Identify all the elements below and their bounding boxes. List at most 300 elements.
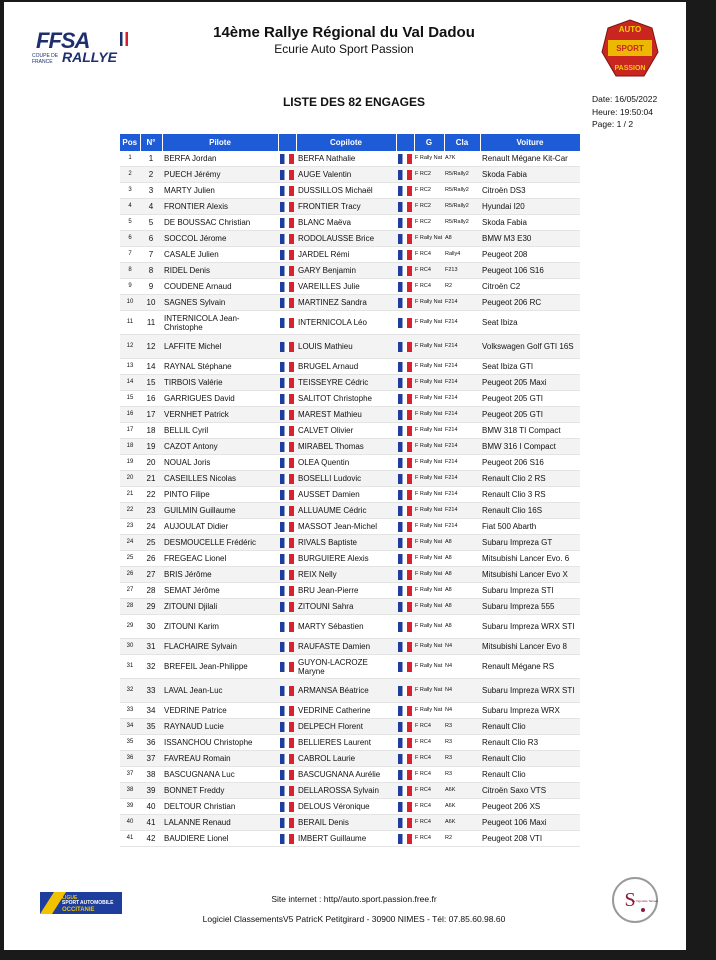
copilote-flag-icon — [396, 151, 414, 167]
pilote-flag-icon — [278, 199, 296, 215]
pilote-name: FRONTIER Alexis — [162, 199, 278, 215]
pilote-name: SEMAT Jérôme — [162, 583, 278, 599]
table-row — [120, 167, 580, 183]
entry-group: F Rally Nat — [414, 439, 444, 455]
copilote-flag-icon — [396, 423, 414, 439]
entry-group: F Rally Nat — [414, 471, 444, 487]
table-row — [120, 183, 580, 199]
pilote-flag-icon — [278, 439, 296, 455]
france-flag-icon — [398, 662, 412, 672]
entry-number: 23 — [140, 503, 162, 519]
pilote-flag-icon — [278, 455, 296, 471]
copilote-flag-icon — [396, 199, 414, 215]
france-flag-icon — [280, 686, 294, 696]
entry-class: A8 — [444, 231, 480, 247]
entry-position: 24 — [120, 535, 140, 551]
entry-class: A7K — [444, 151, 480, 167]
entry-group: F Rally Nat — [414, 423, 444, 439]
france-flag-icon — [398, 802, 412, 812]
copilote-name: DUSSILLOS Michaël — [296, 183, 396, 199]
france-flag-icon — [280, 410, 294, 420]
col-header-class: Cla — [444, 134, 480, 151]
entry-position: 8 — [120, 263, 140, 279]
voiture-name: Seat Ibiza GTI — [480, 359, 580, 375]
entry-group: F RC2 — [414, 199, 444, 215]
table-row — [120, 815, 580, 831]
voiture-name: Renault Clio 16S — [480, 503, 580, 519]
table-row — [120, 311, 580, 335]
voiture-name: Mitsubishi Lancer Evo 8 — [480, 639, 580, 655]
copilote-name: ARMANSA Béatrice — [296, 679, 396, 703]
france-flag-icon — [398, 186, 412, 196]
copilote-name: FRONTIER Tracy — [296, 199, 396, 215]
ffsa-logo-subtext: COUPE DE FRANCE — [32, 53, 59, 65]
voiture-name: BMW 318 TI Compact — [480, 423, 580, 439]
entry-class: R2 — [444, 831, 480, 847]
copilote-name: MAREST Mathieu — [296, 407, 396, 423]
france-flag-icon — [280, 490, 294, 500]
copilote-name: AUGE Valentin — [296, 167, 396, 183]
france-flag-icon — [280, 622, 294, 632]
entry-group: F Rally Nat — [414, 551, 444, 567]
pilote-flag-icon — [278, 567, 296, 583]
entry-group: F Rally Nat — [414, 583, 444, 599]
copilote-flag-icon — [396, 831, 414, 847]
entry-position: 13 — [120, 359, 140, 375]
voiture-name: Renault Clio — [480, 751, 580, 767]
pilote-name: MARTY Julien — [162, 183, 278, 199]
voiture-name: Fiat 500 Abarth — [480, 519, 580, 535]
voiture-name: Subaru Impreza GT — [480, 535, 580, 551]
entry-number: 31 — [140, 639, 162, 655]
copilote-flag-icon — [396, 551, 414, 567]
pilote-name: CASEILLES Nicolas — [162, 471, 278, 487]
entry-number: 32 — [140, 655, 162, 679]
copilote-name: BASCUGNANA Aurélie — [296, 767, 396, 783]
france-flag-icon — [398, 738, 412, 748]
voiture-name: Peugeot 205 GTI — [480, 391, 580, 407]
table-row — [120, 423, 580, 439]
logo-text-auto: AUTO — [618, 25, 642, 34]
table-row — [120, 455, 580, 471]
france-flag-icon — [398, 202, 412, 212]
entry-group: F Rally Nat — [414, 639, 444, 655]
entry-position: 17 — [120, 423, 140, 439]
france-flag-icon — [280, 786, 294, 796]
footer-software: Logiciel ClassementsV5 PatricK Petitgirard - 30900 NIMES - Tél: 07.85.60.98.60 — [202, 914, 506, 924]
copilote-flag-icon — [396, 167, 414, 183]
entry-number: 6 — [140, 231, 162, 247]
voiture-name: Renault Clio — [480, 767, 580, 783]
col-header-copilote-flag — [396, 134, 414, 151]
france-flag-icon — [398, 706, 412, 716]
entry-class: R3 — [444, 767, 480, 783]
france-flag-icon — [280, 154, 294, 164]
copilote-flag-icon — [396, 751, 414, 767]
voiture-name: Peugeot 206 S16 — [480, 455, 580, 471]
copilote-name: TEISSEYRE Cédric — [296, 375, 396, 391]
voiture-name: BMW 316 I Compact — [480, 439, 580, 455]
entry-group: F Rally Nat — [414, 295, 444, 311]
pilote-flag-icon — [278, 295, 296, 311]
entry-number: 7 — [140, 247, 162, 263]
france-flag-icon — [280, 266, 294, 276]
entry-class: R5/Rally2 — [444, 183, 480, 199]
pilote-name: FAVREAU Romain — [162, 751, 278, 767]
pilote-flag-icon — [278, 815, 296, 831]
france-flag-icon — [280, 770, 294, 780]
copilote-flag-icon — [396, 247, 414, 263]
pilote-name: LAFFITE Michel — [162, 335, 278, 359]
france-flag-icon — [280, 282, 294, 292]
copilote-flag-icon — [396, 503, 414, 519]
table-row — [120, 567, 580, 583]
voiture-name: Renault Mégane Kit-Car — [480, 151, 580, 167]
france-flag-icon — [398, 786, 412, 796]
entry-group: F Rally Nat — [414, 391, 444, 407]
france-flag-icon — [280, 426, 294, 436]
voiture-name: BMW M3 E30 — [480, 231, 580, 247]
copilote-flag-icon — [396, 615, 414, 639]
pilote-flag-icon — [278, 583, 296, 599]
france-flag-icon — [398, 298, 412, 308]
table-row — [120, 799, 580, 815]
copilote-name: BERAIL Denis — [296, 815, 396, 831]
voiture-name: Subaru Impreza WRX — [480, 703, 580, 719]
pilote-name: RAYNAUD Lucie — [162, 719, 278, 735]
entry-number: 24 — [140, 519, 162, 535]
copilote-name: GARY Benjamin — [296, 263, 396, 279]
pilote-name: CAZOT Antony — [162, 439, 278, 455]
pilote-flag-icon — [278, 519, 296, 535]
entry-position: 21 — [120, 487, 140, 503]
france-flag-icon — [280, 522, 294, 532]
france-flag-icon — [398, 722, 412, 732]
entry-position: 16 — [120, 407, 140, 423]
entry-number: 40 — [140, 799, 162, 815]
table-row — [120, 247, 580, 263]
entry-position: 23 — [120, 519, 140, 535]
pilote-flag-icon — [278, 639, 296, 655]
entry-position: 36 — [120, 751, 140, 767]
pilote-flag-icon — [278, 423, 296, 439]
entry-number: 39 — [140, 783, 162, 799]
col-header-pilote-flag — [278, 134, 296, 151]
copilote-flag-icon — [396, 279, 414, 295]
copilote-name: VEDRINE Catherine — [296, 703, 396, 719]
voiture-name: Citroën C2 — [480, 279, 580, 295]
entry-number: 11 — [140, 311, 162, 335]
entry-group: F Rally Nat — [414, 311, 444, 335]
copilote-flag-icon — [396, 375, 414, 391]
auto-sport-passion-logo — [600, 18, 660, 80]
copilote-name: REIX Nelly — [296, 567, 396, 583]
france-flag-icon — [280, 834, 294, 844]
entry-number: 27 — [140, 567, 162, 583]
document-subtitle: Ecurie Auto Sport Passion — [274, 42, 414, 56]
entry-group: F RC4 — [414, 783, 444, 799]
pilote-name: FREGEAC Lionel — [162, 551, 278, 567]
pilote-flag-icon — [278, 359, 296, 375]
copilote-name: IMBERT Guillaume — [296, 831, 396, 847]
copilote-flag-icon — [396, 311, 414, 335]
entry-position: 22 — [120, 503, 140, 519]
france-flag-icon — [280, 706, 294, 716]
pilote-flag-icon — [278, 263, 296, 279]
table-header-row — [120, 134, 580, 151]
entry-class: N4 — [444, 703, 480, 719]
entry-position: 31 — [120, 655, 140, 679]
entry-number: 37 — [140, 751, 162, 767]
copilote-flag-icon — [396, 767, 414, 783]
ffsa-logo-text: FFSA — [36, 28, 90, 53]
france-flag-icon — [280, 394, 294, 404]
voiture-name: Peugeot 106 Maxi — [480, 815, 580, 831]
france-flag-icon — [398, 642, 412, 652]
entry-position: 35 — [120, 735, 140, 751]
france-flag-icon — [398, 522, 412, 532]
france-flag-icon — [280, 298, 294, 308]
copilote-name: BELLIERES Laurent — [296, 735, 396, 751]
pilote-flag-icon — [278, 719, 296, 735]
table-row — [120, 679, 580, 703]
copilote-name: CALVET Olivier — [296, 423, 396, 439]
france-flag-icon — [280, 738, 294, 748]
col-header-pilote: Pilote — [162, 134, 278, 151]
pilote-flag-icon — [278, 391, 296, 407]
voiture-name: Peugeot 106 S16 — [480, 263, 580, 279]
seal-letter: S — [624, 889, 636, 911]
entry-number: 25 — [140, 535, 162, 551]
entry-number: 12 — [140, 335, 162, 359]
entry-class: F214 — [444, 439, 480, 455]
france-flag-icon — [398, 218, 412, 228]
entry-class: N4 — [444, 639, 480, 655]
copilote-flag-icon — [396, 815, 414, 831]
pilote-name: BERFA Jordan — [162, 151, 278, 167]
copilote-flag-icon — [396, 471, 414, 487]
entry-position: 34 — [120, 719, 140, 735]
france-flag-icon — [398, 770, 412, 780]
entry-position: 26 — [120, 567, 140, 583]
pilote-name: GUILMIN Guillaume — [162, 503, 278, 519]
table-row — [120, 783, 580, 799]
col-header-number: N° — [140, 134, 162, 151]
pilote-name: FLACHAIRE Sylvain — [162, 639, 278, 655]
entry-number: 22 — [140, 487, 162, 503]
table-row — [120, 615, 580, 639]
copilote-flag-icon — [396, 215, 414, 231]
france-flag-icon — [398, 458, 412, 468]
france-flag-icon — [398, 818, 412, 828]
list-title: LISTE DES 82 ENGAGES — [282, 95, 426, 109]
entry-group: F Rally Nat — [414, 615, 444, 639]
entry-number: 26 — [140, 551, 162, 567]
entry-position: 12 — [120, 335, 140, 359]
france-flag-icon — [280, 506, 294, 516]
copilote-flag-icon — [396, 535, 414, 551]
copilote-name: BLANC Maëva — [296, 215, 396, 231]
copilote-name: LOUIS Mathieu — [296, 335, 396, 359]
voiture-name: Subaru Impreza WRX STI — [480, 679, 580, 703]
france-flag-icon — [280, 642, 294, 652]
entry-number: 1 — [140, 151, 162, 167]
entry-position: 18 — [120, 439, 140, 455]
copilote-flag-icon — [396, 735, 414, 751]
copilote-flag-icon — [396, 583, 414, 599]
vignoble-tarnais-seal — [610, 876, 660, 924]
france-flag-icon — [398, 474, 412, 484]
entry-class: R5/Rally2 — [444, 167, 480, 183]
pilote-name: NOUAL Joris — [162, 455, 278, 471]
france-flag-icon — [280, 362, 294, 372]
france-flag-icon — [280, 234, 294, 244]
entry-position: 40 — [120, 815, 140, 831]
voiture-name: Volkswagen Golf GTI 16S — [480, 335, 580, 359]
entry-position: 30 — [120, 639, 140, 655]
table-row — [120, 487, 580, 503]
pilote-flag-icon — [278, 471, 296, 487]
entry-position: 20 — [120, 471, 140, 487]
entry-group: F RC4 — [414, 247, 444, 263]
table-body — [120, 151, 580, 847]
copilote-flag-icon — [396, 639, 414, 655]
voiture-name: Seat Ibiza — [480, 311, 580, 335]
pilote-name: RAYNAL Stéphane — [162, 359, 278, 375]
ffsa-flag-icon — [120, 32, 128, 46]
copilote-name: MASSOT Jean-Michel — [296, 519, 396, 535]
copilote-name: BOSELLI Ludovic — [296, 471, 396, 487]
entry-position: 11 — [120, 311, 140, 335]
ffsa-logo — [32, 28, 132, 70]
seal-text: du Vignoble Tarnais — [631, 899, 659, 903]
pilote-flag-icon — [278, 247, 296, 263]
pilote-flag-icon — [278, 215, 296, 231]
copilote-name: OLEA Quentin — [296, 455, 396, 471]
copilote-flag-icon — [396, 599, 414, 615]
entry-number: 2 — [140, 167, 162, 183]
voiture-name: Skoda Fabia — [480, 167, 580, 183]
entry-number: 38 — [140, 767, 162, 783]
france-flag-icon — [280, 662, 294, 672]
entry-group: F Rally Nat — [414, 503, 444, 519]
entry-group: F RC2 — [414, 183, 444, 199]
copilote-flag-icon — [396, 519, 414, 535]
entry-class: F214 — [444, 335, 480, 359]
table-row — [120, 471, 580, 487]
entry-class: F214 — [444, 295, 480, 311]
table-row — [120, 655, 580, 679]
france-flag-icon — [280, 442, 294, 452]
entry-class: F214 — [444, 407, 480, 423]
france-flag-icon — [398, 570, 412, 580]
voiture-name: Renault Clio 2 RS — [480, 471, 580, 487]
france-flag-icon — [398, 622, 412, 632]
logo-text-sport: SPORT — [616, 44, 644, 53]
entry-number: 35 — [140, 719, 162, 735]
table-row — [120, 199, 580, 215]
table-row — [120, 831, 580, 847]
france-flag-icon — [280, 586, 294, 596]
ffsa-logo-rallye: RALLYE — [62, 49, 117, 65]
entry-group: F RC4 — [414, 719, 444, 735]
france-flag-icon — [398, 362, 412, 372]
pilote-flag-icon — [278, 679, 296, 703]
entry-number: 34 — [140, 703, 162, 719]
copilote-flag-icon — [396, 335, 414, 359]
entry-group: F RC4 — [414, 735, 444, 751]
pilote-flag-icon — [278, 735, 296, 751]
entry-position: 25 — [120, 551, 140, 567]
entry-group: F Rally Nat — [414, 567, 444, 583]
entry-class: Rally4 — [444, 247, 480, 263]
copilote-name: DELPECH Florent — [296, 719, 396, 735]
entry-group: F Rally Nat — [414, 519, 444, 535]
pilote-name: GARRIGUES David — [162, 391, 278, 407]
entry-class: F213 — [444, 263, 480, 279]
col-header-copilote: Copilote — [296, 134, 396, 151]
pilote-flag-icon — [278, 183, 296, 199]
copilote-name: RODOLAUSSE Brice — [296, 231, 396, 247]
entry-number: 41 — [140, 815, 162, 831]
copilote-flag-icon — [396, 455, 414, 471]
france-flag-icon — [280, 818, 294, 828]
ligue-text-4: OCCITANIE — [62, 907, 95, 913]
entry-class: R5/Rally2 — [444, 199, 480, 215]
pilote-flag-icon — [278, 615, 296, 639]
pilote-name: ZITOUNI Djilali — [162, 599, 278, 615]
entry-number: 30 — [140, 615, 162, 639]
france-flag-icon — [280, 250, 294, 260]
france-flag-icon — [280, 554, 294, 564]
entry-number: 20 — [140, 455, 162, 471]
table-row — [120, 703, 580, 719]
copilote-name: RAUFASTE Damien — [296, 639, 396, 655]
pilote-name: BAUDIERE Lionel — [162, 831, 278, 847]
pilote-flag-icon — [278, 751, 296, 767]
entry-class: A6K — [444, 783, 480, 799]
voiture-name: Peugeot 208 VTI — [480, 831, 580, 847]
voiture-name: Mitsubishi Lancer Evo X — [480, 567, 580, 583]
france-flag-icon — [280, 186, 294, 196]
copilote-name: MARTINEZ Sandra — [296, 295, 396, 311]
entry-class: A8 — [444, 535, 480, 551]
pilote-name: BONNET Freddy — [162, 783, 278, 799]
entry-position: 3 — [120, 183, 140, 199]
entry-number: 8 — [140, 263, 162, 279]
entry-position: 15 — [120, 391, 140, 407]
pilote-flag-icon — [278, 279, 296, 295]
entry-group: F RC4 — [414, 263, 444, 279]
copilote-name: DELOUS Véronique — [296, 799, 396, 815]
col-header-voiture: Voiture — [480, 134, 580, 151]
entry-number: 29 — [140, 599, 162, 615]
pilote-flag-icon — [278, 407, 296, 423]
entry-class: R2 — [444, 279, 480, 295]
entry-class: R5/Rally2 — [444, 215, 480, 231]
copilote-flag-icon — [396, 719, 414, 735]
ligue-text-2: SPORT — [62, 900, 80, 906]
copilote-flag-icon — [396, 567, 414, 583]
pilote-name: RIDEL Denis — [162, 263, 278, 279]
entry-group: F Rally Nat — [414, 231, 444, 247]
pilote-flag-icon — [278, 231, 296, 247]
entry-group: F RC4 — [414, 831, 444, 847]
france-flag-icon — [280, 722, 294, 732]
voiture-name: Peugeot 206 XS — [480, 799, 580, 815]
entry-position: 19 — [120, 455, 140, 471]
entry-class: F214 — [444, 359, 480, 375]
